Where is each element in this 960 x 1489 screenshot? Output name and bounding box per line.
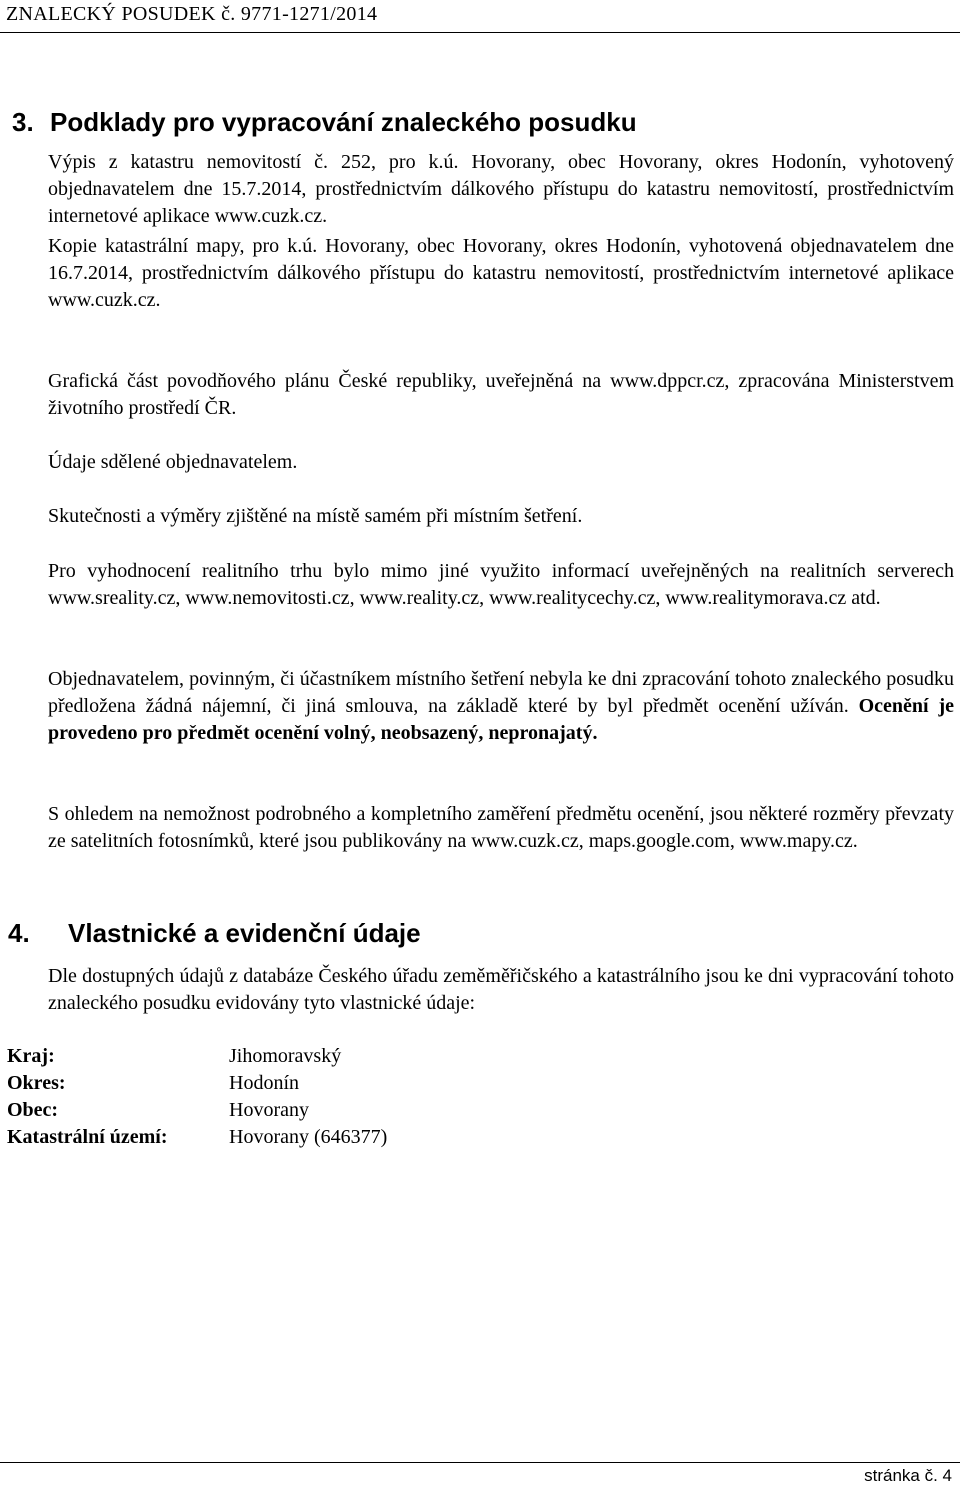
table-row — [7, 1124, 387, 1151]
section-3-heading — [12, 107, 637, 138]
source-cadastre-map: Kopie katastrální mapy, pro k.ú. Hovorany, obec Hovorany, okres Hodonín, vyhotovená objednavatelem dne 16.7.2014, prostřednictvím dálkového přístupu do katastru nemovitostí, prostřednictvím internetové aplikace www.cuzk.cz. — [48, 235, 954, 311]
section-3-number: 3. — [12, 107, 34, 137]
ownership-intro: Dle dostupných údajů z databáze Českého úřadu zeměměřičského a katastrálního jsou ke dni vypracování tohoto znaleckého posudku evidovány tyto vlastnické údaje: — [48, 965, 954, 1014]
row-value-district: Hodonín — [229, 1072, 299, 1094]
row-label-municipality: Obec: — [7, 1099, 59, 1121]
row-value-municipality: Hovorany — [229, 1099, 309, 1121]
footer-divider — [0, 1462, 960, 1463]
source-site-inspection: Skutečnosti a výměry zjištěné na místě samém při místním šetření. — [48, 505, 583, 527]
section-4-number: 4. — [8, 918, 30, 948]
table-row — [7, 1043, 387, 1070]
source-flood-plan: Grafická část povodňového plánu České republiky, uveřejněná na www.dppcr.cz, zpracována Ministerstvem životního prostředí ČR. — [48, 370, 954, 419]
source-cadastre-extract: Výpis z katastru nemovitostí č. 252, pro k.ú. Hovorany, obec Hovorany, okres Hodonín, vyhotovený objednavatelem dne 15.7.2014, prostřednictvím dálkového přístupu do katastru nemovitostí, prostřednictvím internetové aplikace www.cuzk.cz. — [48, 151, 954, 227]
document-title: ZNALECKÝ POSUDEK č. 9771-1271/2014 — [6, 3, 378, 25]
row-value-region: Jihomoravský — [229, 1045, 342, 1067]
section-3-title: Podklady pro vypracování znaleckého posudku — [50, 107, 637, 137]
section-4-title: Vlastnické a evidenční údaje — [68, 918, 421, 948]
lease-statement-text: Objednavatelem, povinným, či účastníkem místního šetření nebyla ke dni zpracování tohoto znaleckého posudku předložena žádná nájemní, či jiná smlouva, na základě které by byl předmět ocenění užíván. — [48, 668, 954, 717]
dimensions-statement: S ohledem na nemožnost podrobného a kompletního zaměření předmětu ocenění, jsou některé rozměry převzaty ze satelitních fotosnímků, které jsou publikovány na www.cuzk.cz, maps.google.com, www.mapy.cz. — [48, 803, 954, 852]
ownership-table — [7, 1043, 387, 1151]
page-header — [0, 0, 960, 33]
row-value-cadastral-area: Hovorany (646377) — [229, 1126, 388, 1148]
source-client-data: Údaje sdělené objednavatelem. — [48, 451, 298, 473]
row-label-cadastral-area: Katastrální území: — [7, 1126, 168, 1148]
table-row — [7, 1097, 387, 1124]
page-number: stránka č. 4 — [864, 1466, 952, 1485]
row-label-district: Okres: — [7, 1072, 66, 1094]
source-real-estate-servers: Pro vyhodnocení realitního trhu bylo mimo jiné využito informací uveřejněných na realitních serverech www.sreality.cz, www.nemovitosti.cz, www.reality.cz, www.realitycechy.cz, www.realitymorava.cz atd. — [48, 560, 954, 609]
lease-statement-emphasis: Ocenění je provedeno pro předmět ocenění volný, neobsazený, nepronajatý. — [48, 695, 955, 744]
lease-statement — [48, 666, 954, 747]
section-4-heading — [8, 918, 421, 949]
row-label-region: Kraj: — [7, 1045, 55, 1067]
table-row — [7, 1070, 387, 1097]
